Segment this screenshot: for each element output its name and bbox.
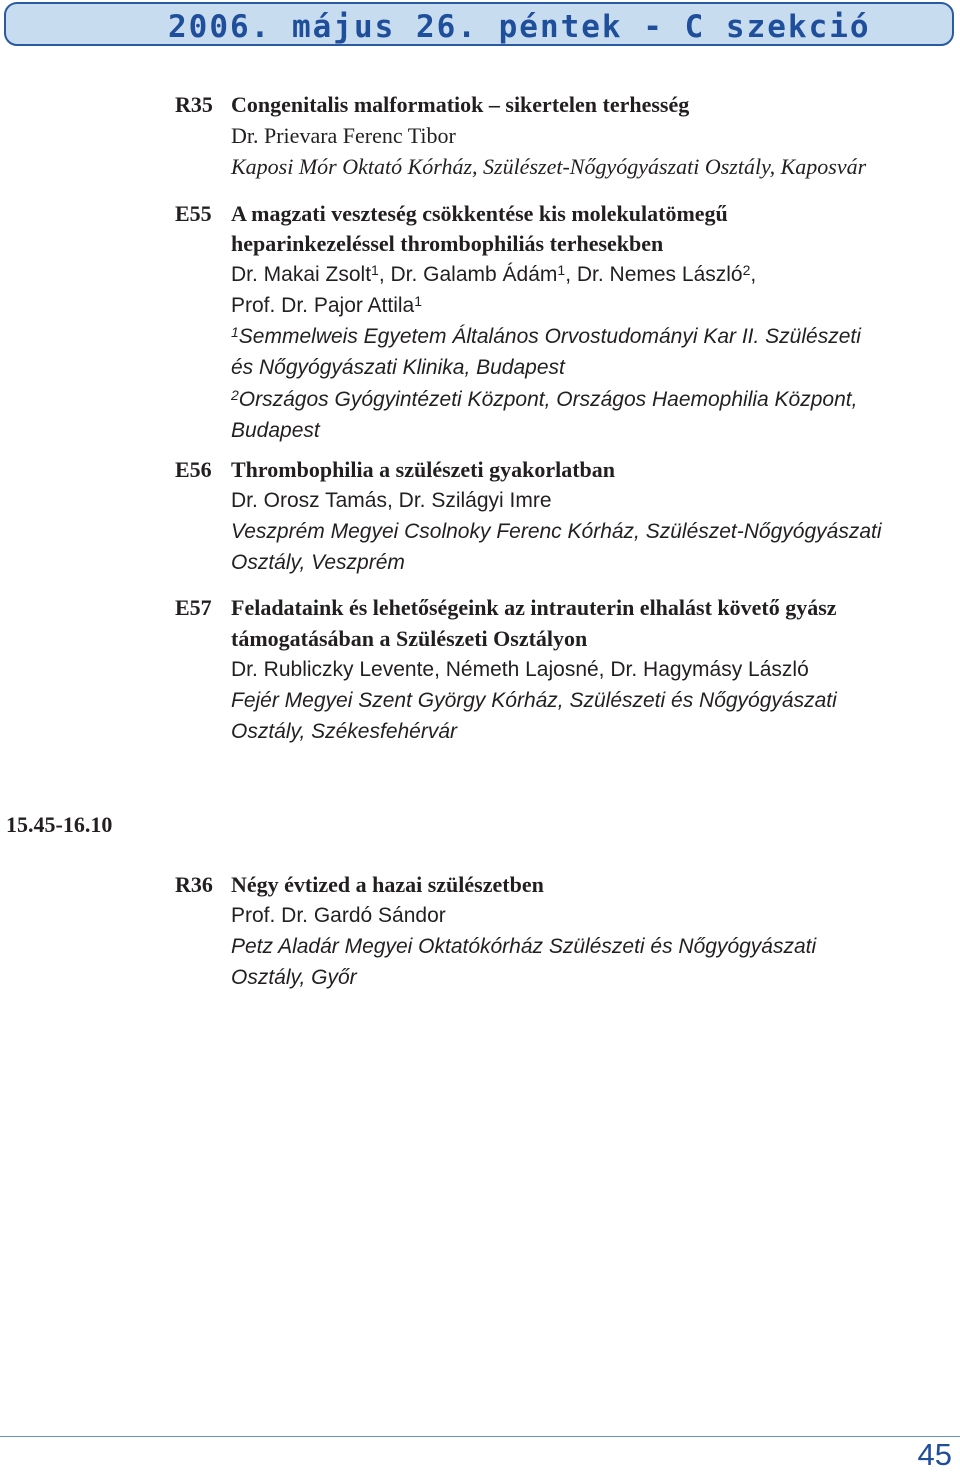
page-number: 45 [917, 1437, 952, 1472]
talk-title-continued: támogatásában a Szülészeti Osztályon [231, 626, 588, 651]
talk-authors: Dr. Rubliczky Levente, Németh Lajosné, Dr. Hagymásy László [231, 658, 809, 681]
time-slot-label: 15.45-16.10 [6, 812, 113, 837]
talk-affiliation-continued: Budapest [231, 419, 320, 442]
affiliation-text: Országos Gyógyintézeti Központ, Országos Haemophilia Központ, [238, 388, 858, 411]
author-affiliation-marker: 1 [371, 262, 379, 278]
talk-authors-continued [231, 291, 422, 321]
talk-affiliation-continued: Osztály, Székesfehérvár [231, 720, 458, 743]
author-separator: , [378, 263, 391, 286]
talk-affiliation-continued: és Nőgyógyászati Klinika, Budapest [231, 356, 565, 379]
talk-affiliation: Kaposi Mór Oktató Kórház, Szülészet-Nőgyógyászati Osztály, Kaposvár [231, 154, 867, 179]
talk-authors [231, 260, 756, 290]
talk-authors: Prof. Dr. Gardó Sándor [231, 904, 446, 927]
talk-code: R36 [175, 872, 213, 897]
author-name: Dr. Nemes László [576, 263, 743, 286]
talk-authors: Dr. Prievara Ferenc Tibor [231, 123, 456, 148]
author-separator: , [750, 263, 757, 286]
talk-title: Congenitalis malformatiok – sikertelen terhesség [231, 92, 690, 117]
affiliation-text: Semmelweis Egyetem Általános Orvostudományi Kar II. Szülészeti [238, 325, 861, 348]
talk-affiliation: Fejér Megyei Szent György Kórház, Szülészeti és Nőgyógyászati [231, 689, 837, 712]
talk-title: Feladataink és lehetőségeink az intrauterin elhalást követő gyász [231, 595, 837, 620]
talk-code: E57 [175, 595, 212, 620]
author-affiliation-marker: 1 [414, 293, 423, 309]
talk-code: R35 [175, 92, 213, 117]
footer-divider [0, 1436, 960, 1437]
talk-title: Négy évtized a hazai szülészetben [231, 872, 544, 897]
author-name: Dr. Galamb Ádám [390, 263, 558, 286]
affiliation-marker: 1 [231, 324, 239, 340]
talk-affiliation: Veszprém Megyei Csolnoky Ferenc Kórház, Szülészet-Nőgyógyászati [231, 520, 882, 543]
talk-title-continued: heparinkezeléssel thrombophiliás terhesekben [231, 231, 664, 256]
session-title: 2006. május 26. péntek - C szekció [168, 9, 871, 45]
talk-title: A magzati veszteség csökkentése kis molekulatömegű [231, 201, 728, 226]
talk-affiliation-continued: Osztály, Győr [231, 966, 357, 989]
author-affiliation-marker: 1 [557, 262, 566, 278]
talk-affiliation: Petz Aladár Megyei Oktatókórház Szülészeti és Nőgyógyászati [231, 935, 817, 958]
author-affiliation-marker: 2 [742, 262, 751, 278]
session-header-banner [4, 2, 954, 46]
affiliation-marker: 2 [231, 387, 239, 403]
author-name: Dr. Makai Zsolt [231, 263, 372, 286]
talk-affiliation-continued: Osztály, Veszprém [231, 551, 405, 574]
talk-code: E55 [175, 201, 212, 226]
talk-authors: Dr. Orosz Tamás, Dr. Szilágyi Imre [231, 489, 552, 512]
author-separator: , [565, 263, 577, 286]
talk-affiliation [231, 385, 857, 415]
talk-affiliation [231, 322, 861, 352]
talk-code: E56 [175, 457, 212, 482]
author-name: Prof. Dr. Pajor Attila [231, 294, 415, 317]
talk-title: Thrombophilia a szülészeti gyakorlatban [231, 457, 616, 482]
